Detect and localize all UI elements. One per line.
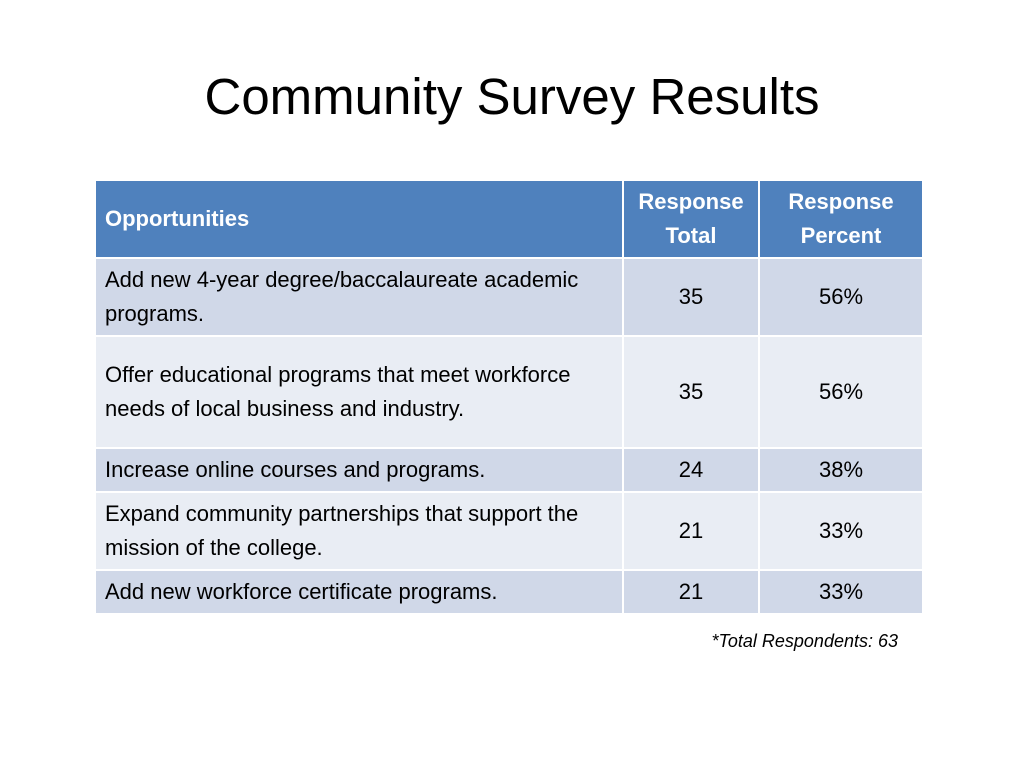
survey-results-table — [94, 179, 924, 615]
header-opportunities: Opportunities — [95, 180, 623, 258]
header-response-percent: Response Percent — [759, 180, 923, 258]
table-row — [95, 492, 923, 570]
response-percent-cell: 38% — [759, 448, 923, 492]
table-row — [95, 448, 923, 492]
response-total-cell: 24 — [623, 448, 759, 492]
response-total-cell: 35 — [623, 258, 759, 336]
table-row — [95, 570, 923, 614]
table-header-row — [95, 180, 923, 258]
opportunity-cell: Increase online courses and programs. — [95, 448, 623, 492]
opportunity-cell: Add new 4-year degree/baccalaureate academic programs. — [95, 258, 623, 336]
opportunity-cell: Expand community partnerships that support the mission of the college. — [95, 492, 623, 570]
opportunity-cell: Offer educational programs that meet workforce needs of local business and industry. — [95, 336, 623, 448]
slide-title: Community Survey Results — [204, 68, 820, 125]
response-percent-cell: 56% — [759, 258, 923, 336]
opportunity-cell: Add new workforce certificate programs. — [95, 570, 623, 614]
response-percent-cell: 33% — [759, 492, 923, 570]
header-response-total: Response Total — [623, 180, 759, 258]
response-percent-cell: 56% — [759, 336, 923, 448]
total-respondents-footnote: *Total Respondents: 63 — [711, 631, 898, 651]
response-percent-cell: 33% — [759, 570, 923, 614]
table-row — [95, 336, 923, 448]
response-total-cell: 21 — [623, 570, 759, 614]
response-total-cell: 35 — [623, 336, 759, 448]
response-total-cell: 21 — [623, 492, 759, 570]
table-row — [95, 258, 923, 336]
